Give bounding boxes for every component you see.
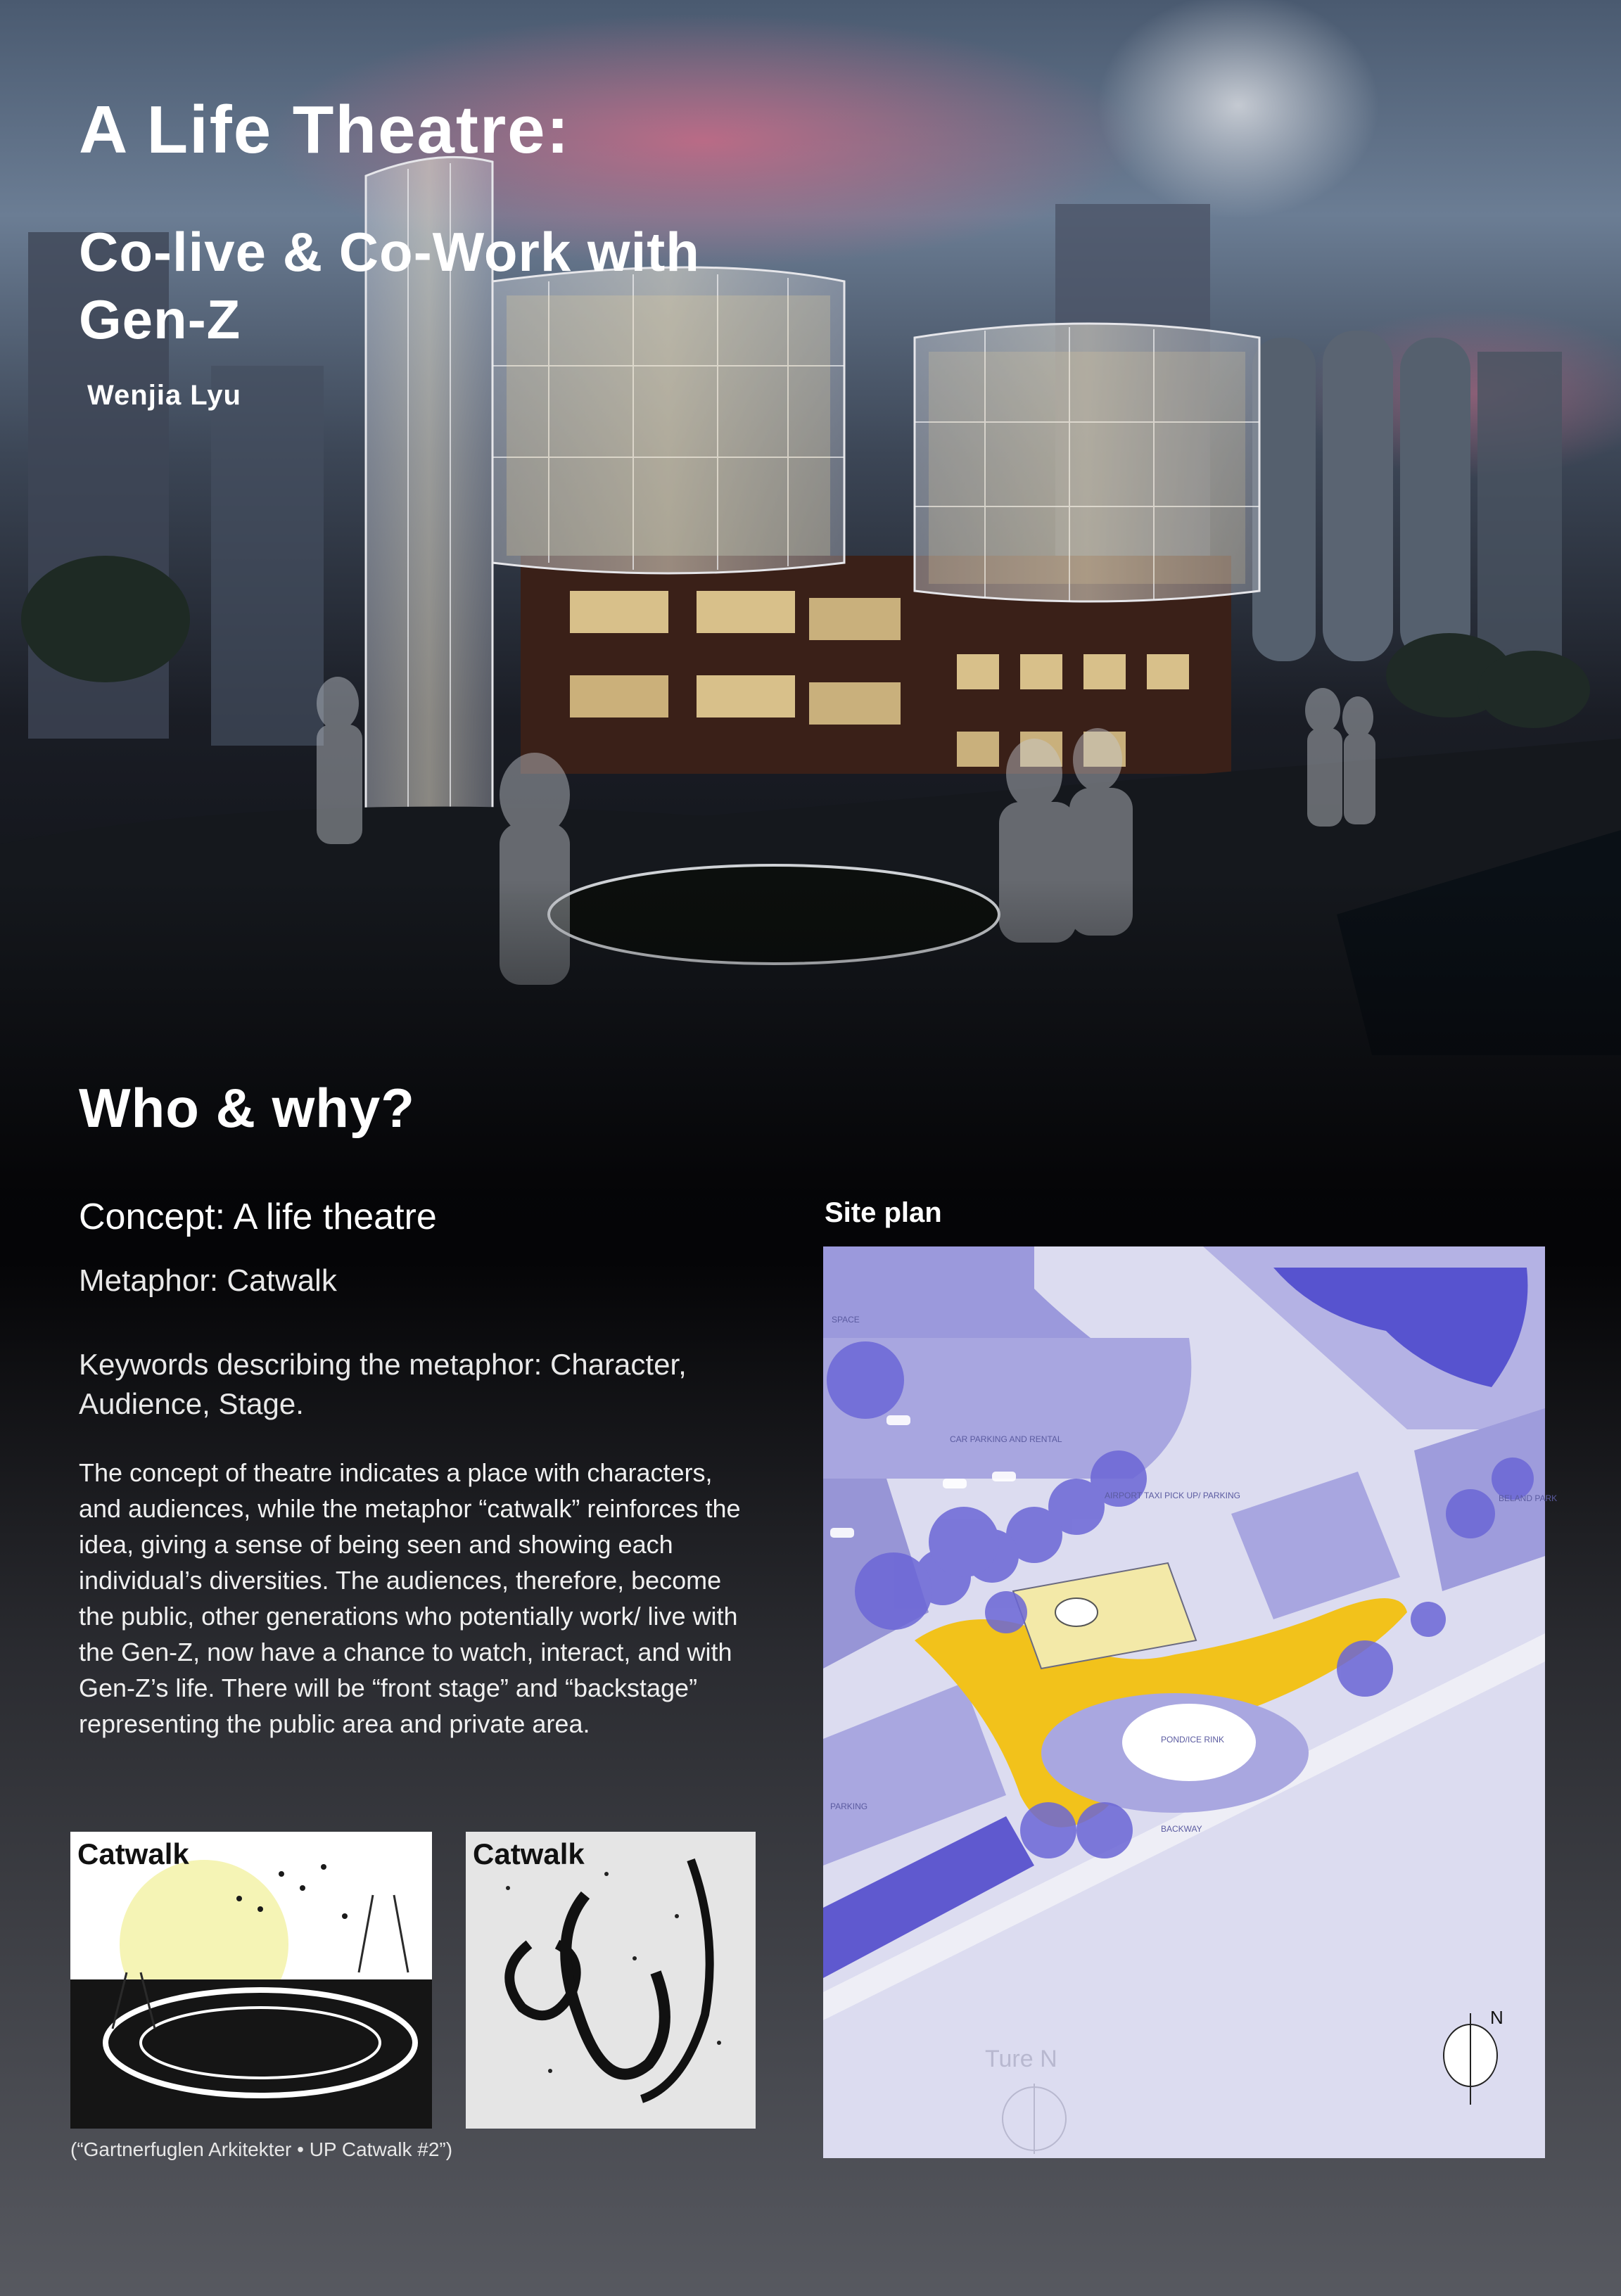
section-heading: Who & why? <box>79 1077 415 1139</box>
card-1-label: Catwalk <box>77 1837 189 1870</box>
label-beland-park: BELAND PARK <box>1499 1493 1558 1503</box>
poster-subtitle: Co-live & Co-Work with Gen-Z <box>79 221 700 350</box>
true-north-label: Ture N <box>985 2046 1057 2072</box>
label-backway: BACKWAY <box>1161 1824 1202 1834</box>
site-plan-image <box>823 1246 1558 2158</box>
concept-title: Concept: A life theatre <box>79 1197 437 1237</box>
label-airport-taxi: AIRPORT TAXI PICK UP/ PARKING <box>1105 1491 1240 1500</box>
concept-body-text: The concept of theatre indicates a place with characters, and audiences, while the metaphor “catwalk” reinforces the idea, giving a sense of being seen and showing each individual’s diversities. The audiences, therefore, become the public, other generations who potentially work/ live with the Gen-Z, now have a chance to watch, interact, and with Gen-Z’s life. There will be “front stage” and “backstage” representing the public area and private area. <box>79 1458 741 1738</box>
card-2-label: Catwalk <box>473 1837 585 1870</box>
keywords-text: Keywords describing the metaphor: Character, Audience, Stage. <box>79 1348 687 1420</box>
label-space: SPACE <box>832 1315 860 1325</box>
north-label: N <box>1490 2007 1504 2028</box>
catwalk-reference-image-2 <box>466 1832 756 2129</box>
label-parking: PARKING <box>830 1801 868 1811</box>
poster-title: A Life Theatre: <box>79 92 571 167</box>
site-plan-title: Site plan <box>825 1197 942 1228</box>
catwalk-illustration-2 <box>466 1832 756 2129</box>
site-plan-drawing <box>823 1246 1558 2158</box>
catwalk-reference-image-1 <box>70 1832 432 2129</box>
label-pond: POND/ICE RINK <box>1161 1735 1225 1745</box>
catwalk-illustration-1 <box>70 1832 432 2129</box>
label-car-parking: CAR PARKING AND RENTAL <box>950 1434 1062 1444</box>
author-name: Wenjia Lyu <box>87 380 241 411</box>
image-caption: (“Gartnerfuglen Arkitekter • UP Catwalk #2”) <box>70 2138 453 2160</box>
metaphor-text: Metaphor: Catwalk <box>79 1263 337 1298</box>
